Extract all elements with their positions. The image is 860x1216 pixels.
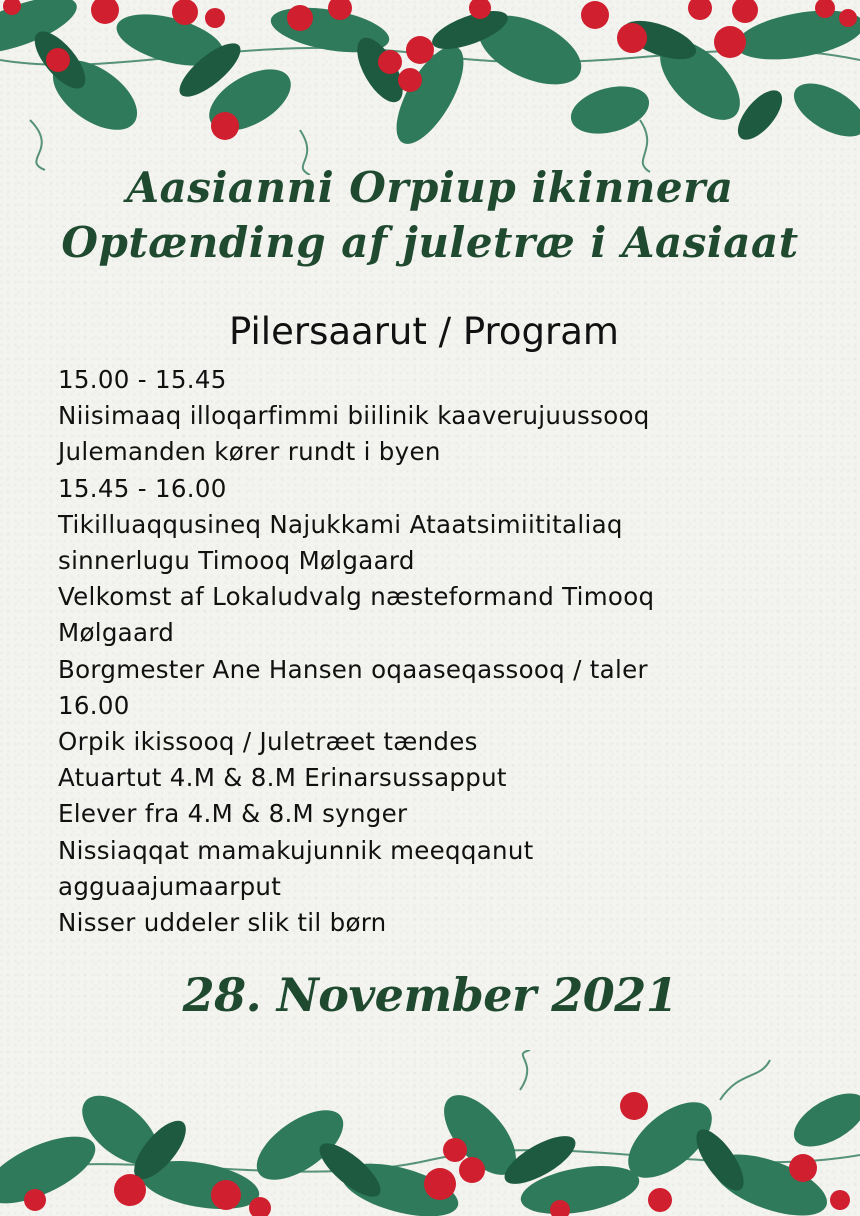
program-line: Velkomst af Lokaludvalg næsteformand Timooq	[58, 582, 655, 612]
program-line: Borgmester Ane Hansen oqaaseqassooq / taler	[58, 654, 648, 684]
program-line: Elever fra 4.M & 8.M synger	[58, 799, 408, 829]
program-line: Niisimaaq illoqarfimmi biilinik kaaverujuussooq	[58, 401, 650, 431]
program-line: Tikilluaqqusineq Najukkami Ataatsimiititaliaq	[58, 509, 623, 539]
program-line: Atuartut 4.M & 8.M Erinarsussapput	[58, 763, 507, 793]
program-line: Julemanden kører rundt i byen	[58, 437, 441, 467]
holly-garland-top	[0, 0, 860, 175]
program-line: Mølgaard	[58, 618, 175, 648]
program-line: Orpik ikissooq / Juletræet tændes	[58, 727, 478, 757]
title-danish: Optænding af juletræ i Aasiaat	[61, 218, 799, 267]
event-title	[0, 160, 860, 270]
holly-garland-bottom	[0, 1050, 860, 1216]
program-line: agguaajumaarput	[58, 871, 282, 901]
program-line: Nisser uddeler slik til børn	[58, 908, 387, 938]
program-line: 16.00	[58, 690, 130, 720]
program-line: 15.00 - 15.45	[58, 365, 227, 394]
program-line: 15.45 - 16.00	[58, 473, 227, 503]
program-line: Nissiaqqat mamakujunnik meeqqanut	[58, 835, 534, 865]
program-heading: Pilersaarut / Program	[229, 310, 619, 353]
event-date: 28. November 2021	[182, 968, 678, 1022]
title-greenlandic: Aasianni Orpiup ikinnera	[126, 163, 734, 212]
program-list	[58, 362, 848, 941]
program-line: sinnerlugu Timooq Mølgaard	[58, 546, 415, 576]
